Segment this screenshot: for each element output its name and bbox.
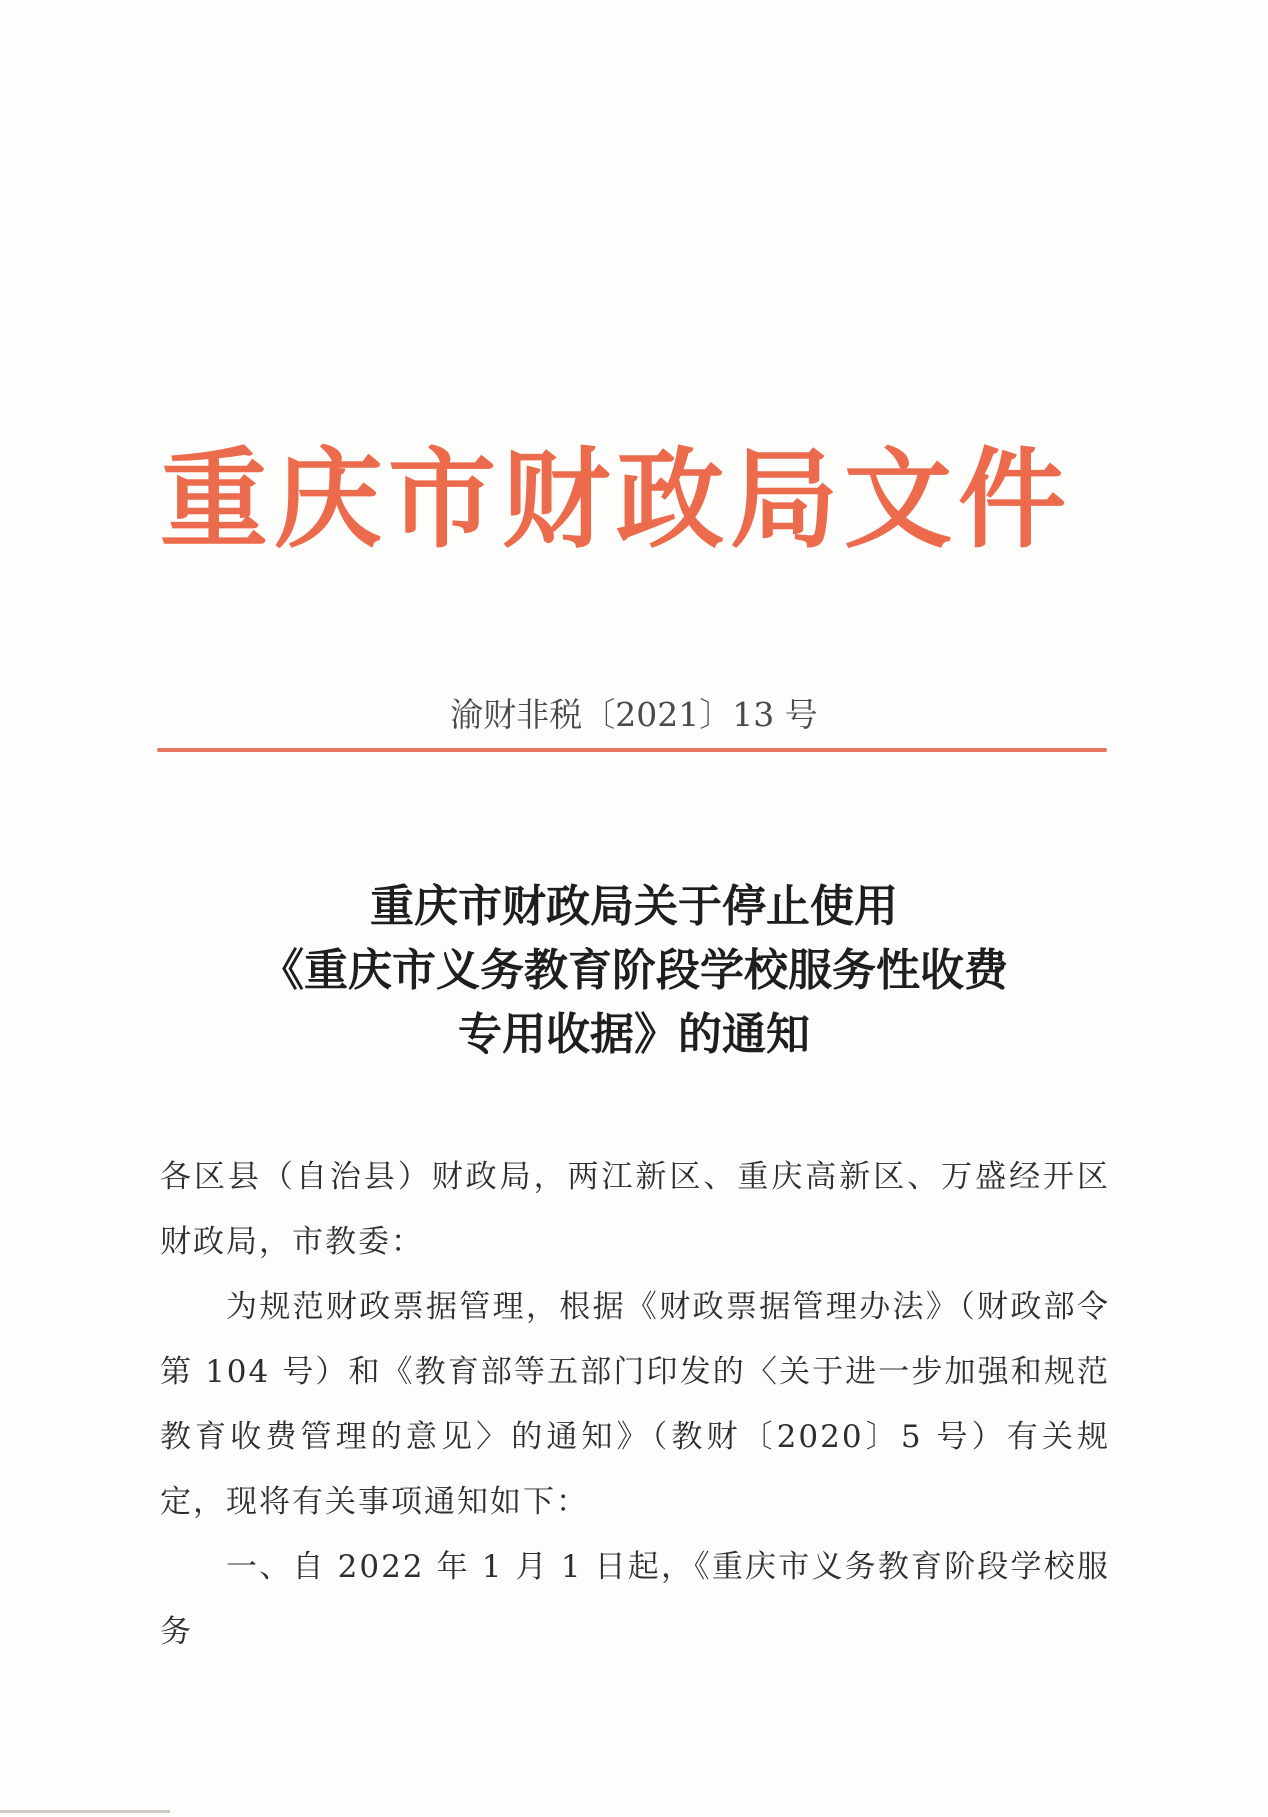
red-divider-line [157, 748, 1107, 752]
document-number: 渝财非税〔2021〕13 号 [450, 695, 818, 734]
notice-title [0, 875, 1268, 1067]
notice-title-line-1: 重庆市财政局关于停止使用 [370, 881, 898, 932]
notice-title-line-2: 《重庆市义务教育阶段学校服务性收费 [260, 945, 1008, 996]
addressee-paragraph: 各区县（自治县）财政局，两江新区、重庆高新区、万盛经开区财政局，市教委： [160, 1159, 1110, 1260]
body-paragraph-1: 为规范财政票据管理，根据《财政票据管理办法》（财政部令第 104 号）和《教育部等五部门印发的〈关于进一步加强和规范教育收费管理的意见〉的通知》（教财〔2020〕5 号）有关规定，现将有关事项通知如下： [160, 1289, 1110, 1520]
notice-body [160, 1145, 1110, 1665]
issuer-header-title: 重庆市财政局文件 [160, 437, 1073, 563]
scan-edge-mark [0, 1810, 170, 1813]
notice-title-line-3: 专用收据》的通知 [458, 1009, 810, 1060]
body-paragraph-2: 一、自 2022 年 1 月 1 日起，《重庆市义务教育阶段学校服务 [160, 1549, 1110, 1650]
